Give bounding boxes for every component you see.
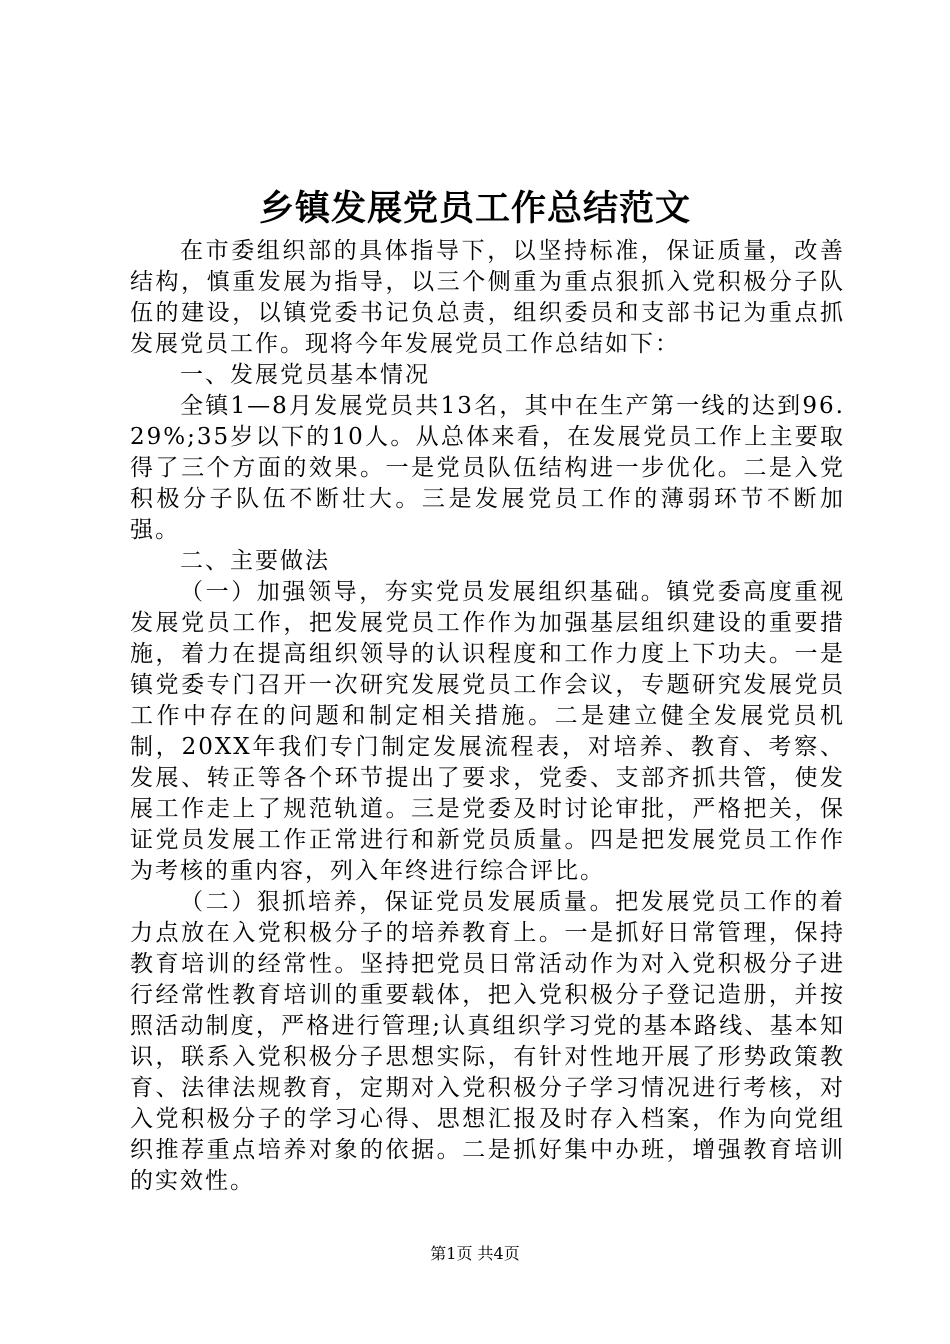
basic-situation-paragraph: 全镇1—8月发展党员共13名，其中在生产第一线的达到96.29%;35岁以下的10人。从总体来看，在发展党员工作上主要取得了三个方面的效果。一是党员队伍结构进一步优化。二是入党积极分子队伍不断壮大。三是发展党员工作的薄弱环节不断加强。 xyxy=(130,393,845,543)
document-title: 乡镇发展党员工作总结范文 xyxy=(258,188,691,229)
page-footer: 第1页 共4页 xyxy=(430,1244,520,1263)
document-body xyxy=(130,236,845,1197)
section-heading-basic-situation: 一、发展党员基本情况 xyxy=(180,362,430,388)
method-one-paragraph: （一）加强领导，夯实党员发展组织基础。镇党委高度重视发展党员工作，把发展党员工作作为加强基层组织建设的重要措施，着力在提高组织领导的认识程度和工作力度上下功夫。一是镇党委专门召开一次研究发展党员工作会议，专题研究发展党员工作中存在的问题和制定相关措施。二是建立健全发展党员机制，20XX年我们专门制定发展流程表，对培养、教育、考察、发展、转正等各个环节提出了要求，党委、支部齐抓共管，使发展工作走上了规范轨道。三是党委及时讨论审批，严格把关，保证党员发展工作正常进行和新党员质量。四是把发展党员工作作为考核的重内容，列入年终进行综合评比。 xyxy=(130,579,845,884)
method-two-paragraph: （二）狠抓培养，保证党员发展质量。把发展党员工作的着力点放在入党积极分子的培养教育上。一是抓好日常管理，保持教育培训的经常性。坚持把党员日常活动作为对入党积极分子进行经常性教育培训的重要载体，把入党积极分子登记造册，并按照活动制度，严格进行管理;认真组织学习党的基本路线、基本知识，联系入党积极分子思想实际，有针对性地开展了形势政策教育、法律法规教育，定期对入党积极分子学习情况进行考核，对入党积极分子的学习心得、思想汇报及时存入档案，作为向党组织推荐重点培养对象的依据。二是抓好集中办班，增强教育培训的实效性。 xyxy=(130,889,845,1194)
section-heading-main-methods: 二、主要做法 xyxy=(180,548,330,574)
intro-paragraph: 在市委组织部的具体指导下，以坚持标准，保证质量，改善结构，慎重发展为指导，以三个侧重为重点狠抓入党积极分子队伍的建设，以镇党委书记负总责，组织委员和支部书记为重点抓发展党员工作。现将今年发展党员工作总结如下： xyxy=(130,238,845,357)
